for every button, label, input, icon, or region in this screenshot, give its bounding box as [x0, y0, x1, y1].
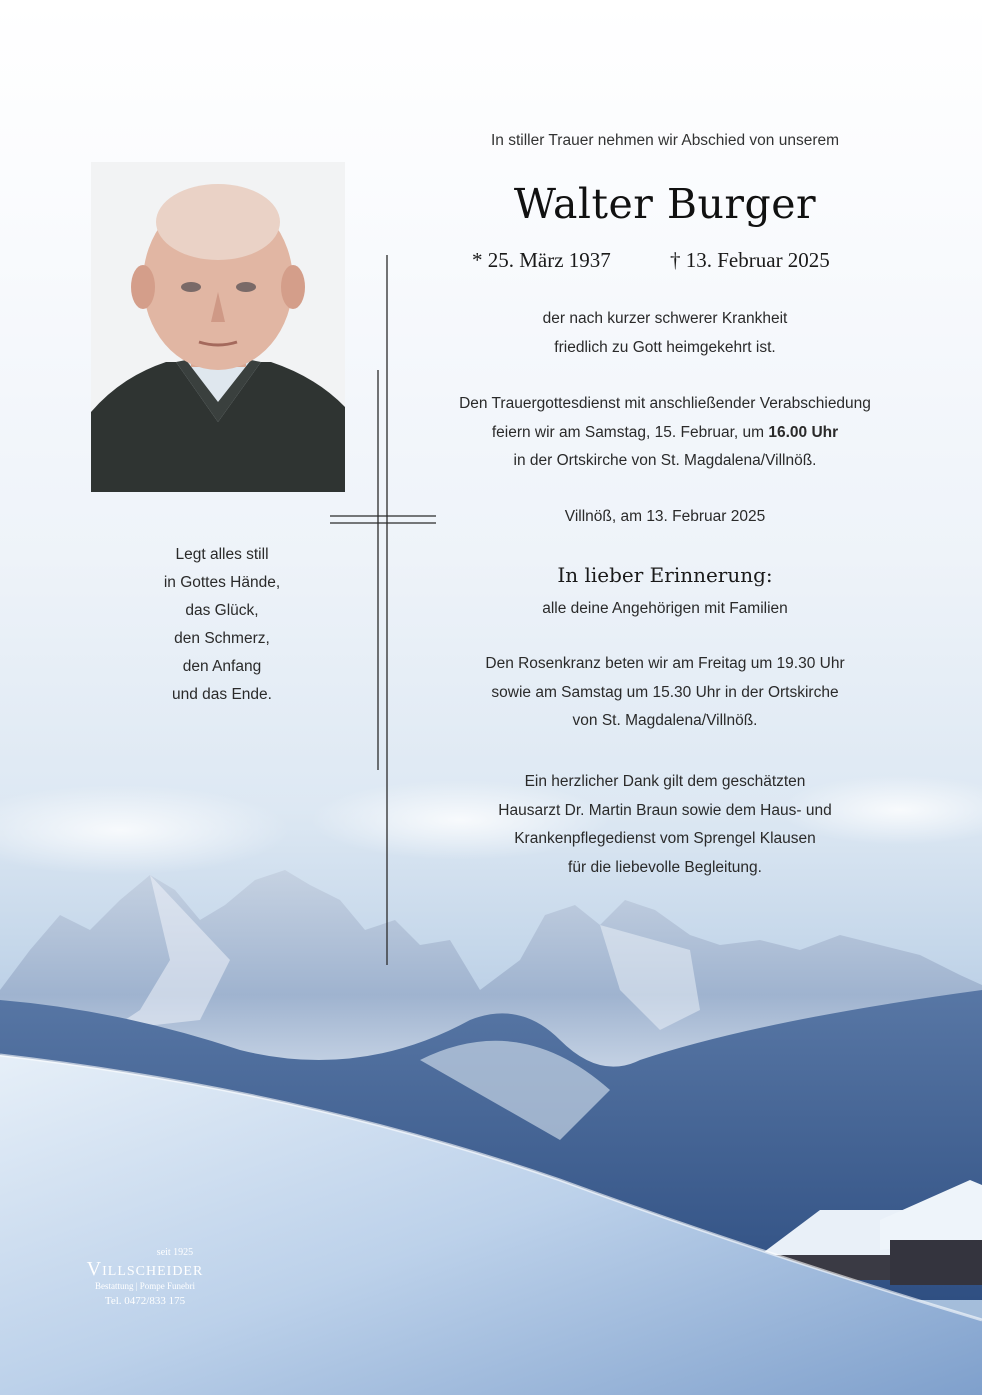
poem-line: Legt alles still	[175, 546, 269, 563]
service-time: 16.00 Uhr	[768, 423, 839, 441]
poem-line: den Schmerz,	[174, 630, 270, 647]
memory-title: In lieber Erinnerung:	[557, 563, 773, 587]
service-line-text: feiern wir am Samstag, 15. Februar, um	[491, 423, 769, 441]
thanks-line: für die liebevolle Begleitung.	[568, 858, 762, 876]
thanks-line: Ein herzlicher Dank gilt dem geschätzten	[524, 773, 806, 790]
service-line	[430, 419, 900, 448]
rosary-line: von St. Magdalena/Villnöß.	[572, 712, 758, 729]
funeral-home-logo	[70, 1247, 220, 1310]
logo-brand: Villscheider	[86, 1258, 204, 1280]
logo-since: seit 1925	[156, 1247, 194, 1258]
death-date: † 13. Februar 2025	[670, 248, 830, 272]
memory-text: alle deine Angehörigen mit Familien	[542, 600, 788, 617]
birth-date: * 25. März 1937	[472, 248, 611, 272]
thanks-line: Hausarzt Dr. Martin Braun sowie dem Haus- und	[498, 801, 832, 819]
rosary-text	[430, 650, 900, 736]
intro-line: In stiller Trauer nehmen wir Abschied von unserem	[490, 132, 840, 149]
rosary-line: sowie am Samstag um 15.30 Uhr in der Ortskirche	[491, 683, 839, 701]
poem-line: das Glück,	[185, 602, 259, 619]
service-line: Den Trauergottesdienst mit anschließender Verabschiedung	[459, 395, 871, 412]
passing-line: der nach kurzer schwerer Krankheit	[542, 310, 788, 327]
poem-line: in Gottes Hände,	[163, 574, 281, 591]
service-text	[430, 390, 900, 476]
place-date: Villnöß, am 13. Februar 2025	[564, 508, 766, 525]
logo-subtitle: Bestattung | Pompe Funebri	[94, 1281, 196, 1291]
deceased-name: Walter Burger	[513, 180, 817, 228]
poem	[120, 541, 324, 709]
service-line: in der Ortskirche von St. Magdalena/Villnöß.	[513, 452, 817, 469]
poem-line: und das Ende.	[172, 686, 272, 703]
thanks-text	[430, 768, 900, 882]
passing-line: friedlich zu Gott heimgekehrt ist.	[554, 338, 776, 356]
portrait-photo	[91, 162, 345, 492]
poem-line: den Anfang	[182, 658, 262, 675]
passing-text	[430, 305, 900, 362]
thanks-line: Krankenpflegedienst vom Sprengel Klausen	[514, 830, 816, 847]
rosary-line: Den Rosenkranz beten wir am Freitag um 19.30 Uhr	[485, 655, 845, 672]
logo-phone: Tel. 0472/833 175	[104, 1295, 186, 1307]
